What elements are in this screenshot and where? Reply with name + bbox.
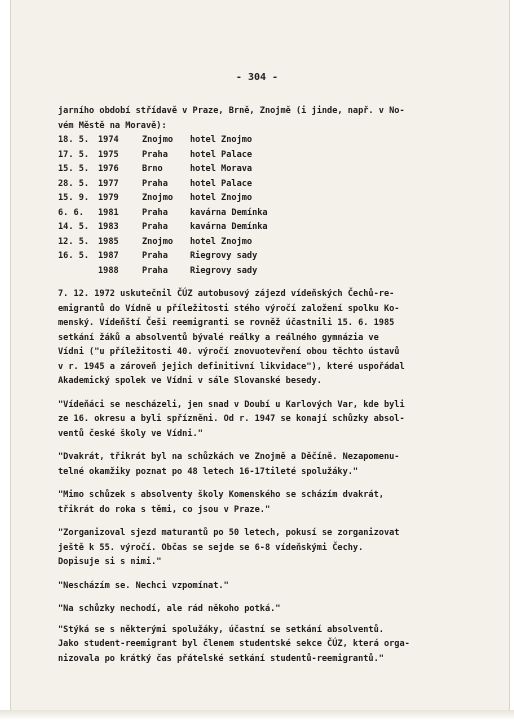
meeting-place: kavárna Demínka (190, 207, 268, 218)
meeting-city: Praha (142, 222, 168, 232)
page-body (58, 104, 478, 666)
meeting-row (58, 148, 478, 163)
meeting-place: Riegrovy sady (190, 265, 258, 276)
quote-paragraph (58, 488, 478, 517)
meeting-row (58, 220, 478, 235)
meeting-row (58, 162, 478, 177)
meeting-date: 14. 5. (58, 222, 90, 232)
meeting-row (58, 264, 478, 279)
meeting-city: Praha (142, 149, 168, 160)
paragraph-line: setkání žáků a absolventů bývalé reálky a reálného gymnázia ve (58, 332, 379, 343)
quote-paragraph (58, 450, 478, 479)
meeting-year: 1977 (98, 178, 119, 189)
meeting-place: hotel Palace (190, 178, 253, 189)
meeting-year: 1981 (98, 207, 119, 218)
meeting-place: hotel Znojmo (190, 193, 253, 203)
meeting-year: 1983 (98, 222, 119, 232)
page-edge-shadow (0, 710, 514, 720)
paragraph-zajezd (58, 287, 478, 389)
meeting-city: Znojmo (142, 193, 174, 203)
paragraph-line: Akademický spolek ve Vídni v sále Slovanské besedy. (58, 376, 322, 386)
quote-paragraph (58, 623, 478, 667)
meeting-row (58, 177, 478, 192)
paragraph-line: "Stýká se s některými spolužáky, účastní se setkání absolventů. (58, 624, 384, 635)
meeting-city: Praha (142, 251, 168, 261)
meetings-table (58, 133, 478, 278)
paragraph-line: ze 16. okresu a byli spřízněni. Od r. 1947 se konají schůzky absol- (58, 414, 405, 424)
meeting-place: Riegrovy sady (190, 251, 258, 261)
paragraph-line: v r. 1945 a zároveň jejich definitivní likvidace"), které uspořádal (58, 361, 405, 372)
paragraph-line: "Na schůzky nechodí, ale rád někoho potká." (58, 604, 281, 614)
meeting-date: 15. 5. (58, 164, 90, 174)
quote-paragraph (58, 602, 478, 617)
meeting-row (58, 235, 478, 250)
paragraph-line: Dopisuje si s nimi." (58, 557, 162, 567)
meeting-place: hotel Palace (190, 149, 253, 160)
meeting-place: hotel Morava (190, 164, 253, 174)
page-number: - 304 - (235, 72, 279, 83)
meeting-place: hotel Znojmo (190, 135, 253, 145)
meeting-year: 1974 (98, 135, 119, 145)
intro-line: jarního období střídavě v Praze, Brně, Znojmě (i jinde, např. v No- (58, 106, 405, 116)
meeting-year: 1987 (98, 251, 119, 261)
paragraph-line: ještě k 55. výročí. Občas se sejde se 6-8 vídeňskými Čechy. (58, 542, 364, 553)
paragraph-line: 7. 12. 1972 uskutečnil ČÚZ autobusový zájezd vídeňských Čechů-re- (58, 289, 395, 299)
quote-paragraph (58, 579, 478, 594)
meeting-date: 17. 5. (58, 149, 90, 160)
meeting-city: Znojmo (142, 135, 174, 145)
meeting-city: Praha (142, 265, 168, 276)
meeting-date: 28. 5. (58, 178, 90, 189)
intro-line: vém Městě na Moravě): (58, 120, 167, 131)
meeting-row (58, 249, 478, 264)
paragraph-line: menský. Vídeňští Češi reemigranti se rovněž účastnili 15. 6. 1985 (58, 318, 395, 328)
paragraph-line: "Nescházím se. Nechci vzpomínat." (58, 580, 229, 591)
meeting-city: Praha (142, 207, 168, 218)
paragraph-line: ventů české školy ve Vídni." (58, 428, 203, 439)
meeting-place: kavárna Demínka (190, 222, 268, 232)
paragraph-line: nizovala po krátký čas přátelské setkání studentů-reemigrantů." (58, 653, 384, 664)
paragraph-line: třikrát do roka s těmi, co jsou v Praze." (58, 504, 271, 515)
meeting-date: 16. 5. (58, 251, 90, 261)
meeting-city: Brno (142, 164, 163, 174)
meeting-year: 1979 (98, 193, 119, 203)
meeting-city: Znojmo (142, 236, 174, 247)
quote-paragraph (58, 526, 478, 570)
meeting-year: 1988 (98, 265, 119, 276)
paragraph-line: "Vídeňáci se nescházeli, jen snad v Doubí u Karlových Var, kde byli (58, 399, 405, 410)
meeting-date: 6. 6. (58, 207, 84, 218)
quote-paragraph (58, 398, 478, 442)
paragraph-line: telné okamžiky poznat po 48 letech 16-17tileté spolužáky." (58, 466, 359, 477)
paragraph-line: "Zorganizoval sjezd maturantů po 50 letech, pokusí se zorganizovat (58, 528, 400, 538)
meeting-date: 18. 5. (58, 135, 90, 145)
meeting-city: Praha (142, 178, 168, 189)
paragraph-line: "Dvakrát, třikrát byl na schůzkách ve Znojmě a Děčíně. Nezapomenu- (58, 452, 400, 462)
paragraph-line: Jako student-reemigrant byl členem studentské sekce ČÚZ, která orga- (58, 639, 410, 649)
paragraph-line: Vídni ("u příležitosti 40. výročí znovuotevření obou těchto ústavů (58, 347, 400, 357)
meeting-row (58, 133, 478, 148)
meeting-date: 12. 5. (58, 236, 90, 247)
meeting-place: hotel Znojmo (190, 236, 253, 247)
meeting-year: 1975 (98, 149, 119, 160)
meeting-row (58, 191, 478, 206)
paragraph-line: emigrantů do Vídně u příležitosti stého výročí založení spolku Ko- (58, 303, 400, 314)
paragraph-line: "Mimo schůzek s absolventy školy Komenského se scházím dvakrát, (58, 490, 384, 500)
meeting-date: 15. 9. (58, 193, 90, 203)
meeting-year: 1976 (98, 164, 119, 174)
meeting-year: 1985 (98, 236, 119, 247)
meeting-date (58, 264, 98, 279)
meeting-row (58, 206, 478, 221)
